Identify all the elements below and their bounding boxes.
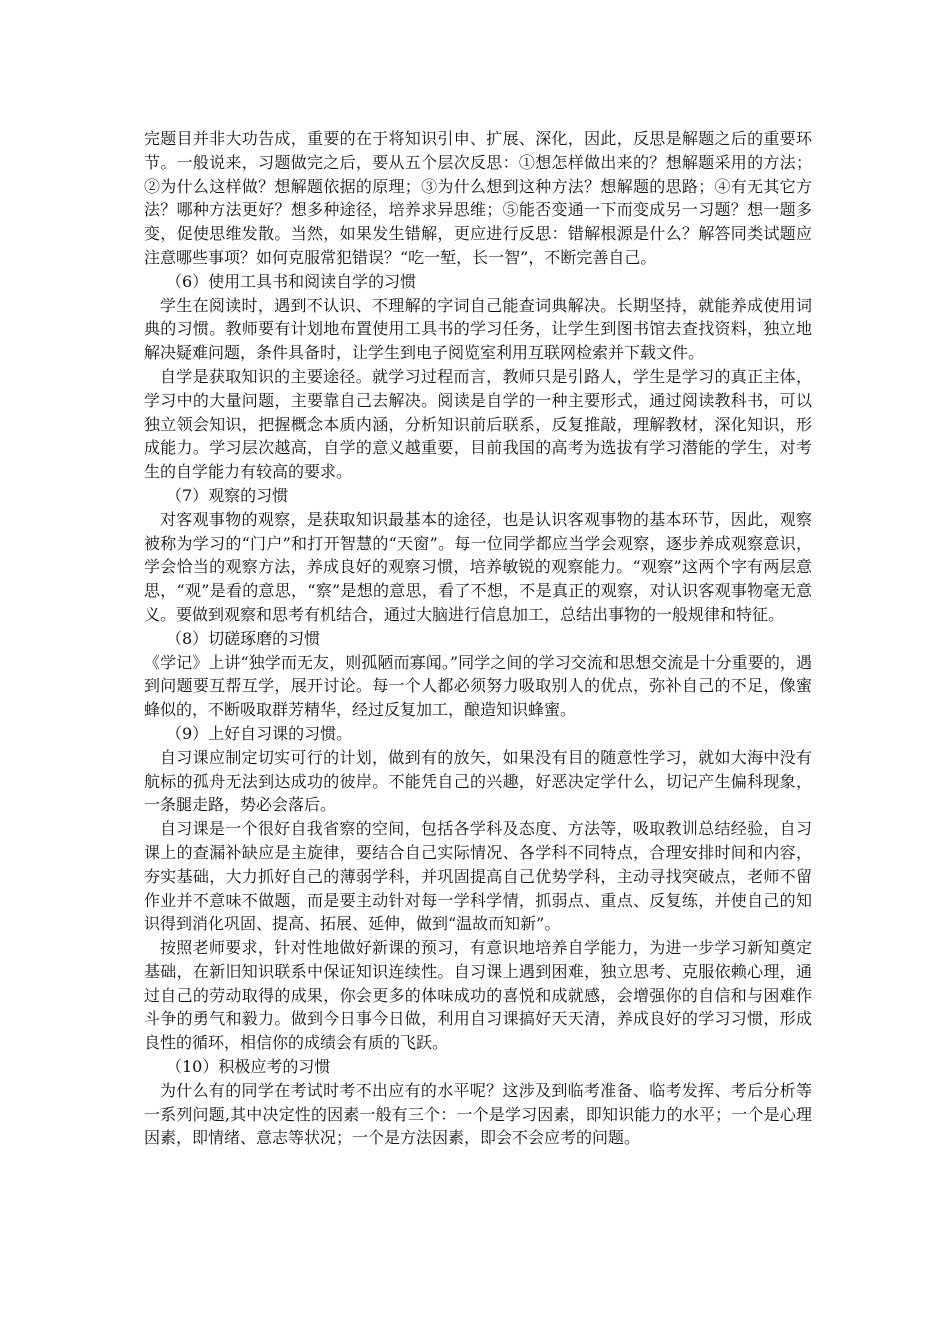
heading-reference-books-habit: （6）使用工具书和阅读自学的习惯: [166, 271, 417, 291]
document-page: [144, 127, 812, 1150]
paragraph-dictionary-use: 学生在阅读时，遇到不认识、不理解的字词自己能查词典解决。长期坚持，就能养成使用词典的习惯。教师要有计划地布置使用工具书的学习任务，让学生到图书馆去查找资料，独立地解决疑难问题，条件具备时，让学生到电子阅览室利用互联网检索并下载文件。: [144, 295, 812, 363]
heading-observation-habit: （7）观察的习惯: [166, 485, 289, 505]
heading-discussion-habit: （8）切磋琢磨的习惯: [166, 628, 321, 648]
paragraph-xueji-quote: 《学记》上讲“独学而无友，则孤陋而寡闻。”同学之间的学习交流和思想交流是十分重要的，遇到问题要互帮互学，展开讨论。每一个人都必须努力吸取别人的优点，弥补自己的不足，像蜜蜂似的，不断吸取群芳精华，经过反复加工，酿造知识蜂蜜。: [144, 652, 812, 720]
heading-exam-habit: （10）积极应考的习惯: [166, 1057, 331, 1077]
paragraph-study-plan: 自习课应制定切实可行的计划，做到有的放矢，如果没有目的随意性学习，就如大海中没有航标的孤舟无法到达成功的彼岸。不能凭自己的兴趣，好恶决定学什么，切记产生偏科现象，一条腿走路，势必会落后。: [144, 747, 812, 815]
paragraph-observation: 对客观事物的观察，是获取知识最基本的途径，也是认识客观事物的基本环节，因此，观察被称为学习的“门户”和打开智慧的“天窗”。每一位同学都应当学会观察，逐步养成观察意识，学会恰当的观察方法，养成良好的观察习惯，培养敏锐的观察能力。“观察”这两个字有两层意思，“观”是看的意思，“察”是想的意思，看了不想，不是真正的观察，对认识客观事物毫无意义。要做到观察和思考有机结合，通过大脑进行信息加工，总结出事物的一般规律和特征。: [144, 509, 812, 624]
paragraph-self-reflection-space: 自习课是一个很好自我省察的空间，包括各学科及态度、方法等，吸取教训总结经验，自习课上的查漏补缺应是主旋律，要结合自己实际情况、各学科不同特点，合理安排时间和内容，夯实基础，大力抓好自己的薄弱学科，并巩固提高自己优势学科，主动寻找突破点，老师不留作业并不意味不做题，而是要主动针对每一学科学情，抓弱点、重点、反复练，并使自己的知识得到消化巩固、提高、拓展、延伸，做到“温故而知新”。: [144, 819, 812, 934]
heading-study-hall-habit: （9）上好自习课的习惯。: [166, 723, 353, 743]
paragraph-reflection-continued: 完题目并非大功告成，重要的在于将知识引申、扩展、深化，因此，反思是解题之后的重要环节。一般说来，习题做完之后，要从五个层次反思：①想怎样做出来的？想解题采用的方法；②为什么这样做？想解题依据的原理；③为什么想到这种方法？想解题的思路；④有无其它方法？哪种方法更好？想多种途径，培养求异思维；⑤能否变通一下而变成另一习题？想一题多变，促使思维发散。当然，如果发生错解，更应进行反思：错解根源是什么？解答同类试题应注意哪些事项？如何克服常犯错误？“吃一堑，长一智”，不断完善自己。: [144, 129, 812, 267]
paragraph-preview-new-lessons: 按照老师要求，针对性地做好新课的预习，有意识地培养自学能力，为进一步学习新知奠定基础，在新旧知识联系中保证知识连续性。自习课上遇到困难，独立思考、克服依赖心理，通过自己的劳动取得的成果，你会更多的体味成功的喜悦和成就感，会增强你的自信和与困难作斗争的勇气和毅力。做到今日事今日做，利用自习课搞好天天清，养成良好的学习习惯，形成良性的循环，相信你的成绩会有质的飞跃。: [144, 938, 812, 1053]
paragraph-self-study: 自学是获取知识的主要途径。就学习过程而言，教师只是引路人，学生是学习的真正主体，学习中的大量问题，主要靠自己去解决。阅读是自学的一种主要形式，通过阅读教科书，可以独立领会知识，把握概念本质内涵，分析知识前后联系，反复推敲，理解教材，深化知识，形成能力。学习层次越高，自学的意义越重要，目前我国的高考为选拔有学习潜能的学生，对考生的自学能力有较高的要求。: [144, 366, 812, 482]
paragraph-exam-factors: 为什么有的同学在考试时考不出应有的水平呢？这涉及到临考准备、临考发挥、考后分析等一系列问题,其中决定性的因素一般有三个：一个是学习因素，即知识能力的水平；一个是心理因素，即情绪、意志等状况；一个是方法因素，即会不会应考的问题。: [144, 1080, 812, 1148]
